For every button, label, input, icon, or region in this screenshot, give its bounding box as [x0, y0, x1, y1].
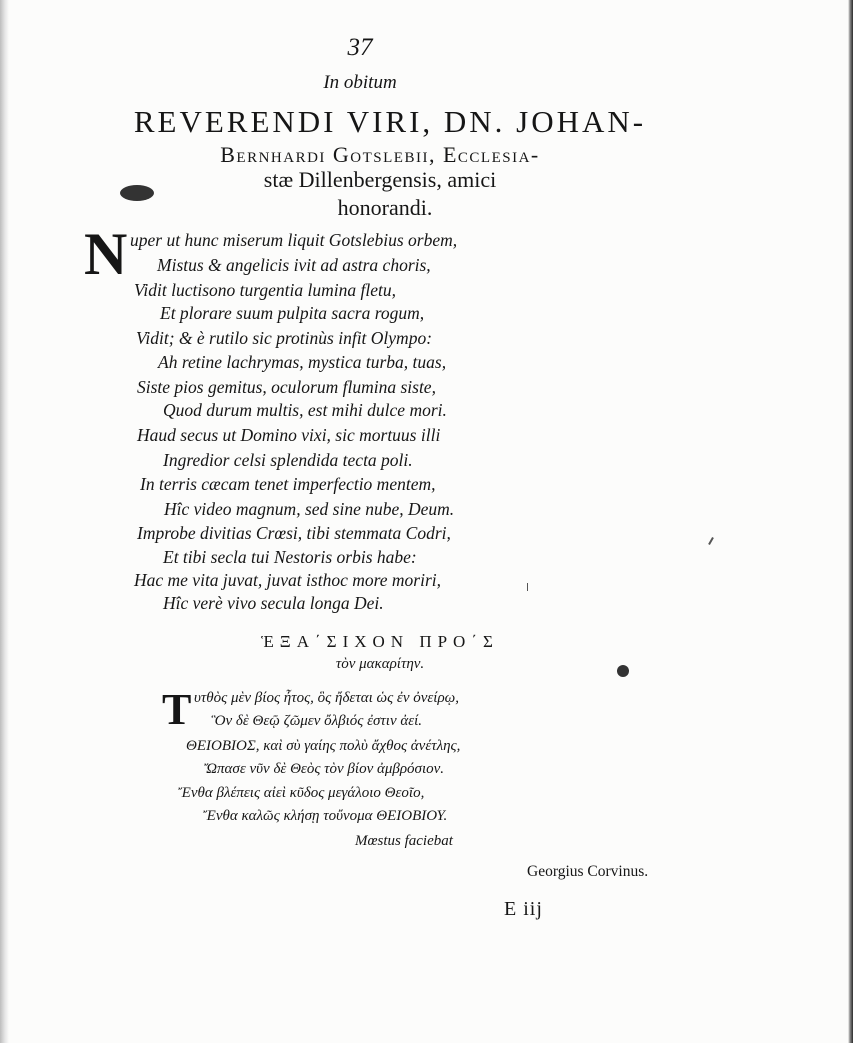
greek-verse-line: ΘΕΙΟΒΙΟΣ, καὶ σὺ γαίης πολὺ ἄχθος ἀνέτλης,: [186, 738, 461, 754]
latin-verse-line: Hac me vita juvat, juvat isthoc more moriri,: [134, 570, 442, 590]
latin-verse-line: Haud secus ut Domino vixi, sic mortuus illi: [137, 425, 441, 445]
greek-verse-line: υτθὸς μὲν βίος ἦτος, ὃς ἤδεται ὡς ἐν ὀνείρῳ,: [194, 690, 460, 706]
greek-verse-line: Ἔνθα καλῶς κλήσῃ τοὔνομα ΘΕΙΟΒΙΟΥ.: [203, 808, 448, 824]
subscription-moestus-faciebat: Mœstus faciebat: [355, 833, 453, 849]
latin-verse-line: Ah retine lachrymas, mystica turba, tuas,: [158, 352, 447, 372]
greek-drop-cap: Τ: [162, 685, 192, 734]
heading-line-2: Bernhardi Gotslebii, Ecclesia-: [220, 142, 540, 167]
heading-line-1: REVERENDI VIRI, DN. JOHAN-: [133, 104, 647, 139]
latin-verse-line: Ingredior celsi splendida tecta poli.: [163, 450, 413, 470]
page-right-edge-shadow: [848, 0, 853, 1043]
latin-verse-line: Vidit; & è rutilo sic protinùs infit Olympo:: [136, 328, 433, 348]
latin-verse-line: Siste pios gemitus, oculorum flumina siste,: [137, 377, 436, 397]
paper-speck: [527, 583, 528, 591]
ink-blot: [120, 185, 154, 201]
page-left-edge-shadow: [0, 0, 9, 1043]
heading-line-4: honorandi.: [337, 195, 433, 220]
latin-verse-line: Hîc verè vivo secula longa Dei.: [163, 593, 384, 613]
signature-mark: E iij: [504, 898, 543, 920]
latin-verse-line: uper ut hunc miserum liquit Gotslebius orbem,: [130, 230, 458, 250]
latin-verse-line: Mistus & angelicis ivit ad astra choris,: [157, 255, 431, 275]
heading-in-obitum: In obitum: [323, 72, 397, 93]
author-name: Georgius Corvinus.: [527, 863, 649, 880]
greek-poem-subtitle: τὸν μακαρίτην.: [335, 656, 425, 672]
latin-verse-line: Et plorare suum pulpita sacra rogum,: [160, 303, 425, 323]
greek-verse-line: Ἔνθα βλέπεις αἰεὶ κῦδος μεγάλοιο Θεοῖο,: [178, 785, 425, 801]
latin-drop-cap: N: [84, 221, 128, 287]
latin-verse-line: Et tibi secla tui Nestoris orbis habe:: [163, 547, 417, 567]
latin-verse-line: Improbe divitias Crœsi, tibi stemmata Codri,: [137, 523, 451, 543]
latin-verse-line: In terris cæcam tenet imperfectio mentem,: [140, 474, 436, 494]
ink-speck: [617, 665, 629, 677]
latin-verse-line: Hîc video magnum, sed sine nube, Deum.: [164, 499, 455, 519]
page-number: 37: [347, 34, 373, 61]
greek-verse-line: Ὤπασε νῦν δὲ Θεὸς τὸν βίον ἀμβρόσιον.: [204, 761, 445, 777]
greek-poem-title: ἙΞΑ΄ΣΙΧΟΝ ΠΡΟ΄Σ: [261, 632, 499, 651]
latin-verse-line: Quod durum multis, est mihi dulce mori.: [163, 400, 447, 420]
paper-speck: [708, 537, 714, 545]
greek-verse-line: Ὃν δὲ Θεῷ ζῶμεν ὄλβιός ἐστιν ἀεί.: [211, 713, 423, 729]
latin-verse-line: Vidit luctisono turgentia lumina fletu,: [134, 280, 396, 300]
heading-line-3: stæ Dillenbergensis, amici: [263, 167, 497, 192]
